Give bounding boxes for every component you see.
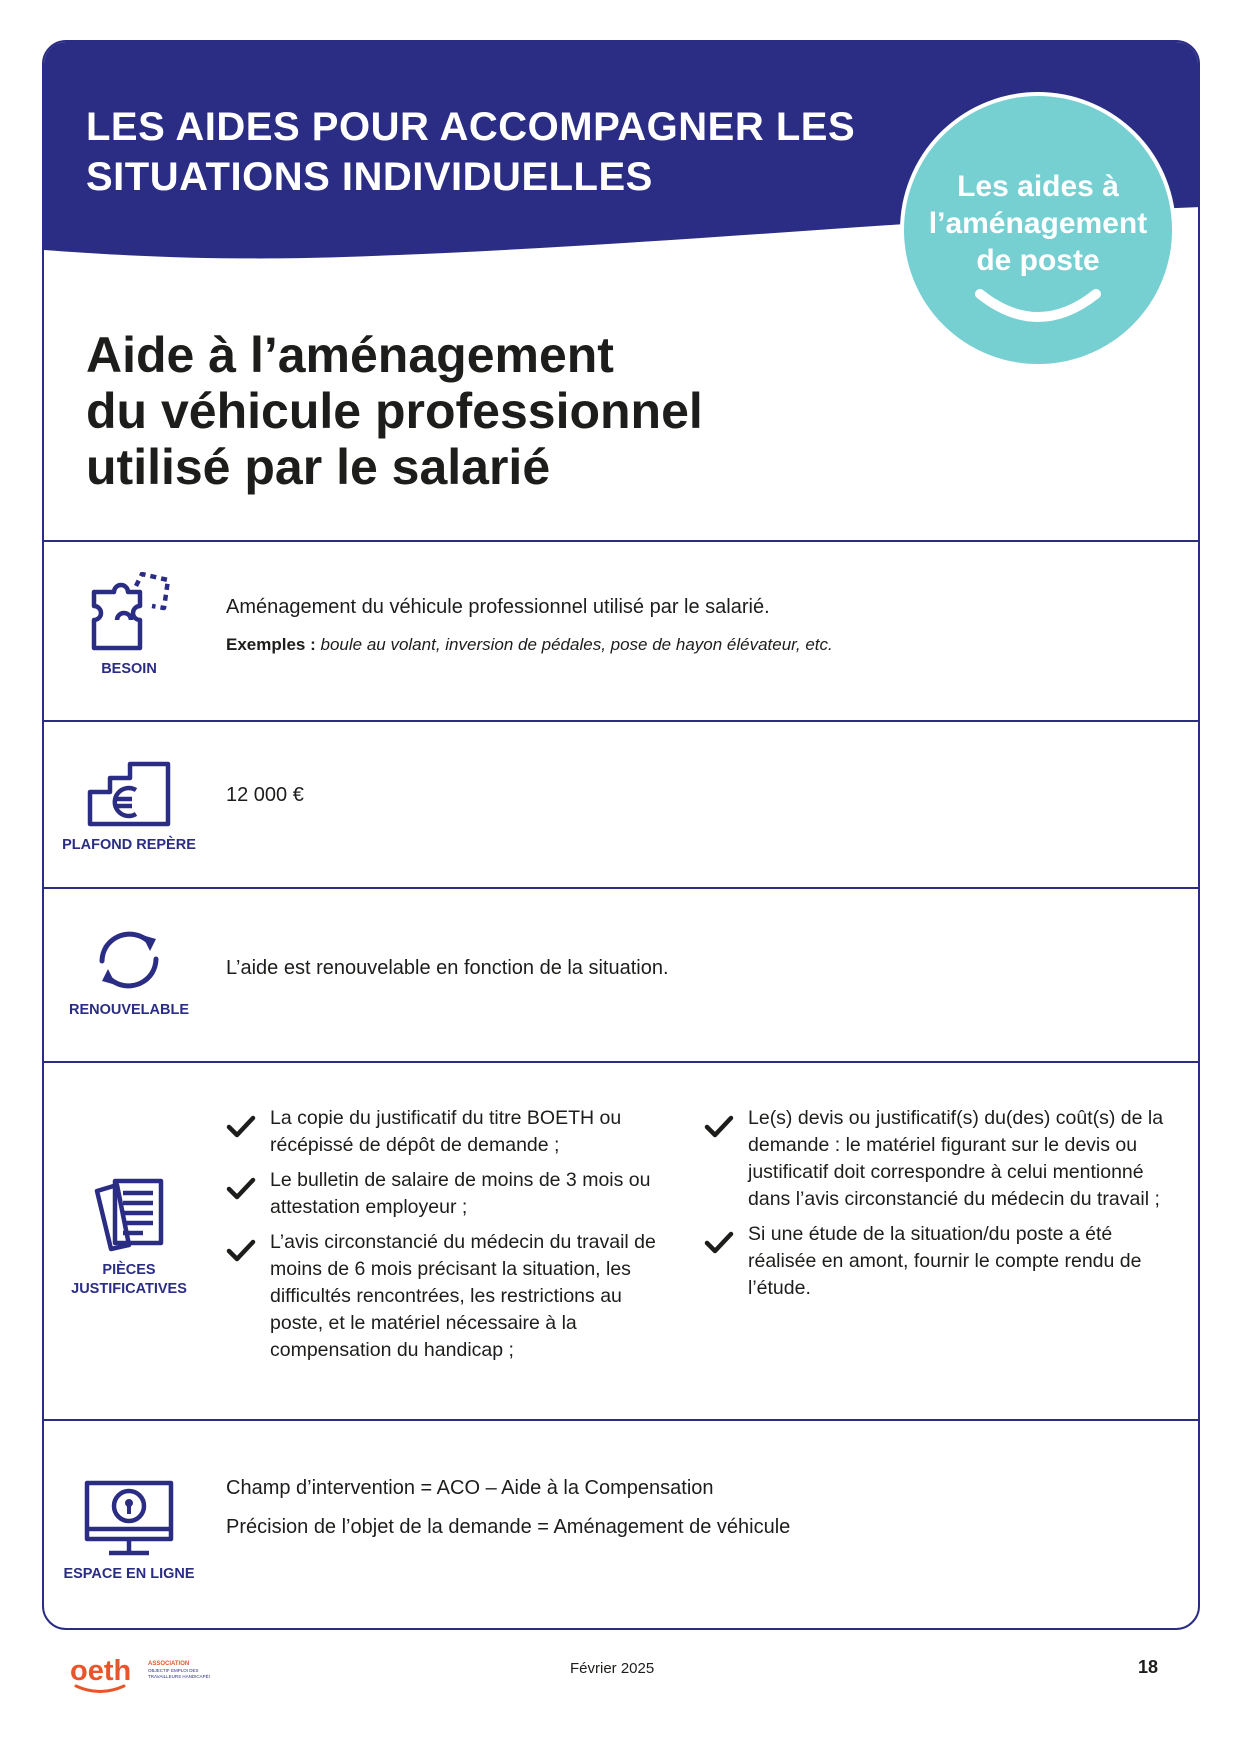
section-pieces [44,1061,1200,1419]
checkmark-icon [226,1239,256,1263]
section-label: RENOUVELABLE [68,1002,190,1018]
aid-card [42,40,1200,1630]
examples-text: boule au volant, inversion de pédales, pose de hayon élévateur, etc. [320,635,833,654]
besoin-examples [226,631,833,658]
footer-date: Février 2025 [570,1660,655,1677]
section-label: ESPACE EN LIGNE [63,1566,195,1582]
monitor-lock-icon [83,1479,175,1559]
checkmark-icon [704,1115,734,1139]
section-plafond [44,720,1200,887]
banner-title [86,102,906,202]
category-badge [900,92,1176,368]
logo-small-text: OBJECTIF EMPLOI DES [148,1668,199,1673]
espace-line: Précision de l’objet de la demande = Aménagement de véhicule [226,1516,791,1538]
banner-title-line: SITUATIONS INDIVIDUELLES [86,155,653,199]
badge-line: Les aides à [957,170,1119,203]
section-label: BESOIN [101,661,157,677]
page-number: 18 [1138,1657,1159,1677]
list-item [704,1221,1174,1302]
section-label-line: PIÈCES [102,1262,156,1278]
list-item [226,1105,666,1159]
section-label: PLAFOND REPÈRE [62,837,196,853]
documents-icon [89,1175,169,1255]
logo-small-text: TRAVAILLEURS HANDICAPÉS [148,1674,210,1679]
examples-label: Exemples : [226,635,316,654]
list-item [226,1229,666,1364]
list-item-text: La copie du justificatif du titre BOETH ou récépissé de dépôt de demande ; [270,1107,622,1156]
oeth-logo [70,1655,210,1702]
section-label-line: JUSTIFICATIVES [71,1281,187,1297]
euro-stairs-icon [84,760,174,830]
section-besoin [44,540,1200,720]
section-renouvelable [44,887,1200,1061]
renouvelable-text: L’aide est renouvelable en fonction de la situation. [226,957,669,979]
banner-title-line: LES AIDES POUR ACCOMPAGNER LES [86,105,856,149]
badge-line: de poste [976,244,1100,277]
page-title [86,327,846,495]
badge-line: l’aménagement [928,207,1148,240]
section-espace [44,1419,1200,1630]
logo-text: oeth [70,1655,132,1687]
list-item-text: Le bulletin de salaire de moins de 3 mois ou attestation employeur ; [270,1169,651,1218]
pieces-list-right [704,1105,1174,1310]
oeth-logo-mark [70,1655,210,1697]
espace-line: Champ d’intervention = ACO – Aide à la Compensation [226,1477,714,1499]
page-title-line: Aide à l’aménagement [86,327,614,383]
list-item-text: Le(s) devis ou justificatif(s) du(des) coût(s) de la demande : le matériel figurant sur le devis ou justificatif doit correspondre à celui mentionné dans l’avis circonstancié du médecin du travail ; [748,1107,1164,1210]
puzzle-icon [84,572,174,654]
page-title-line: utilisé par le salarié [86,439,551,495]
section-label [44,1261,214,1299]
list-item-text: Si une étude de la situation/du poste a été réalisée en amont, fournir le compte rendu de l’étude. [748,1223,1142,1299]
page-title-line: du véhicule professionnel [86,383,703,439]
besoin-text: Aménagement du véhicule professionnel utilisé par le salarié. [226,596,770,618]
pieces-list-left [226,1105,666,1372]
list-item-text: L’avis circonstancié du médecin du travail de moins de 6 mois précisant la situation, les difficultés rencontrées, les restrictions au poste, et le matériel nécessaire à la compensation du handicap ; [270,1231,656,1361]
smile-icon [972,288,1104,324]
logo-small-text: ASSOCIATION [148,1661,190,1667]
renew-arrows-icon [94,925,164,995]
checkmark-icon [226,1177,256,1201]
list-item [226,1167,666,1221]
list-item [704,1105,1174,1213]
checkmark-icon [226,1115,256,1139]
plafond-amount: 12 000 € [226,784,304,806]
checkmark-icon [704,1231,734,1255]
